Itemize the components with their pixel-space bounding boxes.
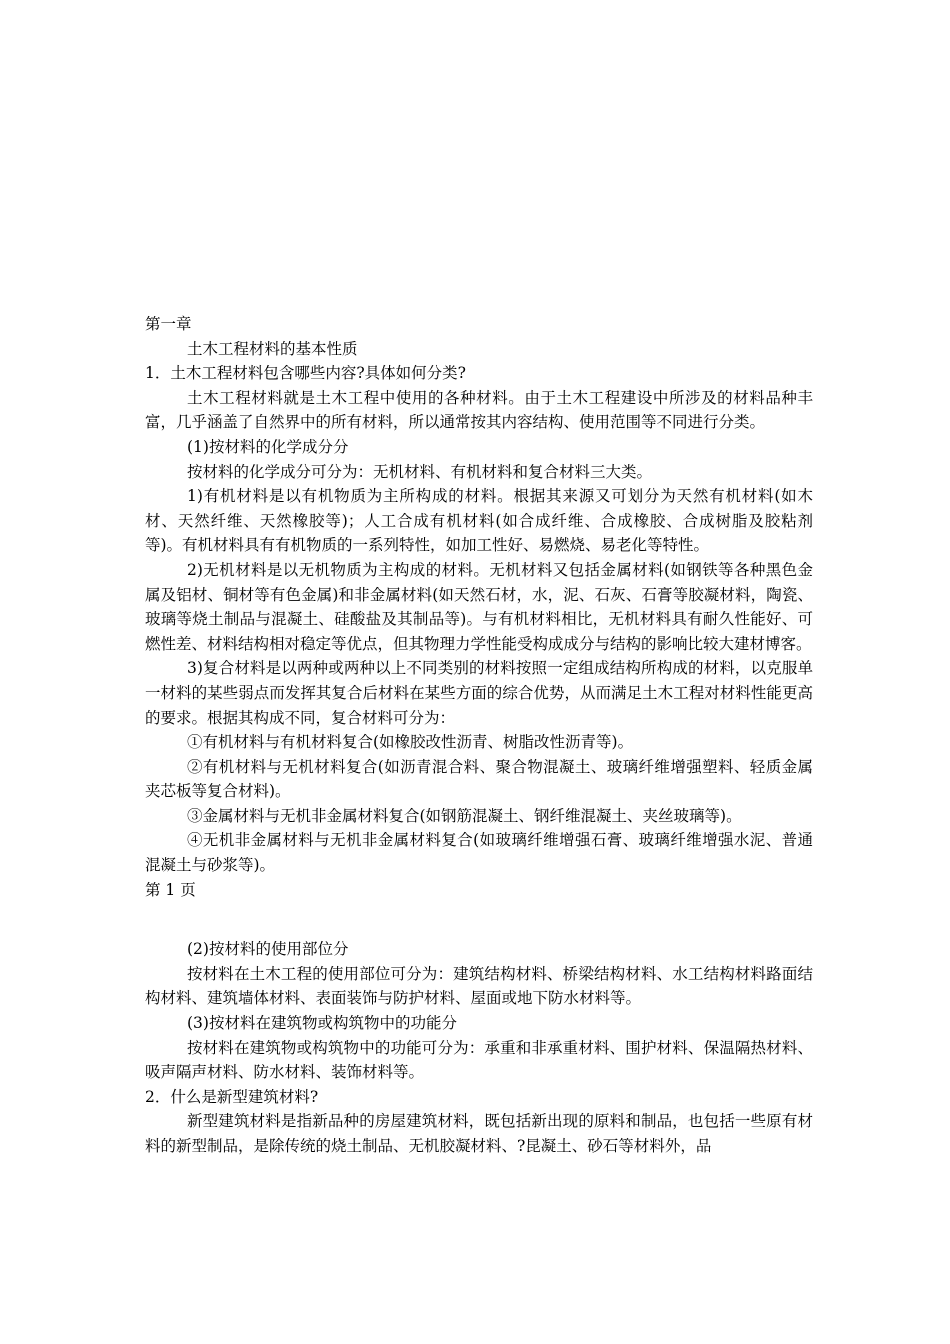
paragraph: 新型建筑材料是指新品种的房屋建筑材料，既包括新出现的原料和制品，也包括一些原有材料的新型制品，是除传统的烧土制品、无机胶凝材料、?昆凝土、砂石等材料外，品 xyxy=(145,1112,813,1155)
section-heading: (2)按材料的使用部位分 xyxy=(187,940,349,959)
list-item: ②有机材料与无机材料复合(如沥青混合料、聚合物混凝土、玻璃纤维增强塑料、轻质金属夹芯板等复合材料)。 xyxy=(145,757,813,801)
document-page xyxy=(145,312,813,1159)
section-heading: (3)按材料在建筑物或构筑物中的功能分 xyxy=(187,1014,457,1033)
section-heading: (1)按材料的化学成分分 xyxy=(187,437,349,456)
page-break-gap xyxy=(145,902,813,937)
list-item: ①有机材料与有机材料复合(如橡胶改性沥青、树脂改性沥青等)。 xyxy=(187,733,634,752)
list-item: ③金属材料与无机非金属材料复合(如钢筋混凝土、钢纤维混凝土、夹丝玻璃等)。 xyxy=(187,806,742,825)
paragraph: 3)复合材料是以两种或两种以上不同类别的材料按照一定组成结构所构成的材料，以克服单一材料的某些弱点而发挥其复合后材料在某些方面的综合优势，从而满足土木工程对材料性能更高的要求。根据其构成不同，复合材料可分为： xyxy=(145,659,813,727)
chapter-heading: 第一章 xyxy=(145,315,192,333)
question-heading: 1．土木工程材料包含哪些内容?具体如何分类? xyxy=(145,364,466,383)
paragraph: 1)有机材料是以有机物质为主所构成的材料。根据其来源又可划分为天然有机材料(如木材、天然纤维、天然橡胶等)；人工合成有机材料(如合成纤维、合成橡胶、合成树脂及胶粘剂等)。有机材料具有有机物质的一系列特性，如加工性好、易燃烧、易老化等特性。 xyxy=(145,487,813,555)
list-item: ④无机非金属材料与无机非金属材料复合(如玻璃纤维增强石膏、玻璃纤维增强水泥、普通混凝土与砂浆等)。 xyxy=(145,831,813,875)
chapter-title: 土木工程材料的基本性质 xyxy=(187,339,358,358)
page-number: 第 1 页 xyxy=(145,880,196,899)
paragraph: 2)无机材料是以无机物质为主构成的材料。无机材料又包括金属材料(如钢铁等各种黑色金属及铝材、铜材等有色金属)和非金属材料(如天然石材，水，泥、石灰、石膏等胶凝材料，陶瓷、玻璃等烧土制品与混凝土、硅酸盐及其制品等)。与有机材料相比，无机材料具有耐久性能好、可燃性差、材料结构相对稳定等优点，但其物理力学性能受构成成分与结构的影响比较大建材博客。 xyxy=(145,560,813,653)
paragraph: 按材料在建筑物或构筑物中的功能可分为：承重和非承重材料、围护材料、保温隔热材料、吸声隔声材料、防水材料、装饰材料等。 xyxy=(145,1038,813,1082)
paragraph: 按材料的化学成分可分为：无机材料、有机材料和复合材料三大类。 xyxy=(187,462,653,481)
paragraph: 按材料在土木工程的使用部位可分为：建筑结构材料、桥梁结构材料、水工结构材料路面结构材料、建筑墙体材料、表面装饰与防护材料、屋面或地下防水材料等。 xyxy=(145,964,813,1008)
question-heading: 2．什么是新型建筑材料? xyxy=(145,1087,319,1106)
paragraph: 土木工程材料就是土木工程中使用的各种材料。由于土木工程建设中所涉及的材料品种丰富，几乎涵盖了自然界中的所有材料，所以通常按其内容结构、使用范围等不同进行分类。 xyxy=(145,388,813,432)
